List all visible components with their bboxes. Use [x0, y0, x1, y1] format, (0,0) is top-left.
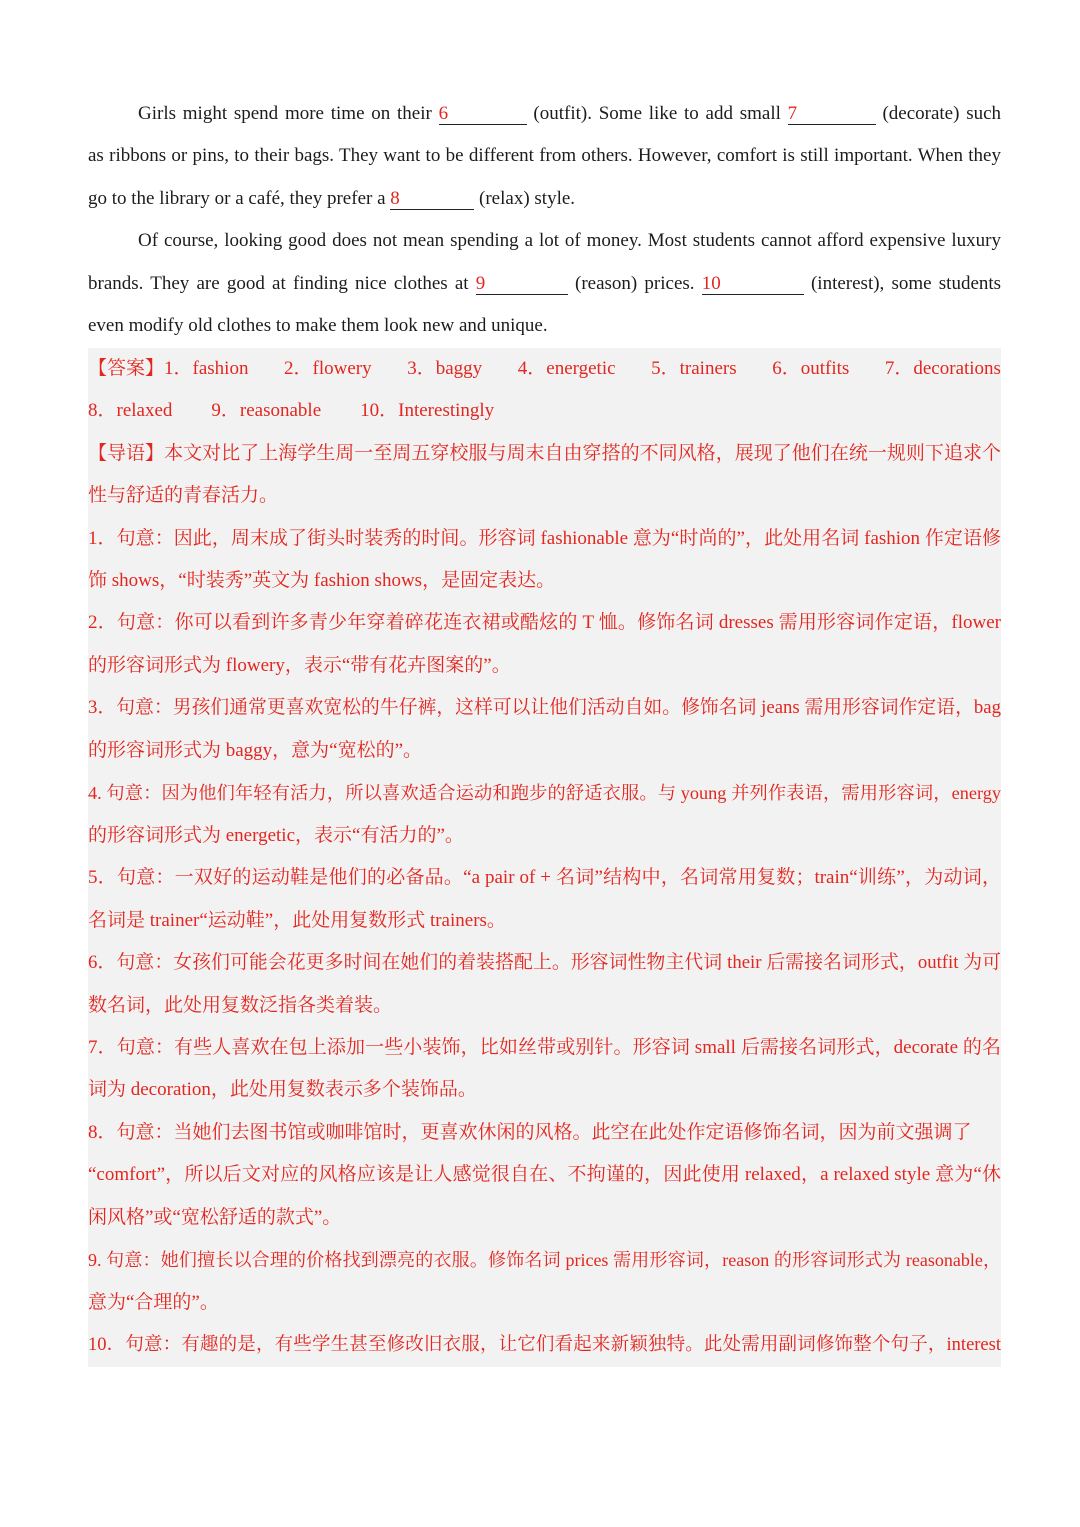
explanation-line: 10．句意：有趣的是，有些学生甚至修改旧衣服，让它们看起来新颖独特。此处需用副词修饰整个句子，interest	[88, 1335, 1001, 1356]
blank-7	[788, 104, 876, 125]
passage-text: (interest), some students	[810, 272, 1002, 294]
explanation-line: 6．句意：女孩们可能会花更多时间在她们的着装搭配上。形容词性物主代词 their 后需接名词形式，outfit 为可	[88, 952, 1001, 974]
explanation-line: 的形容词形式为 baggy，意为“宽松的”。	[88, 739, 423, 761]
passage-line: Of course, looking good does not mean spending a lot of money. Most students cannot afford expensive luxury	[138, 230, 1001, 252]
explanation-line: 2．句意：你可以看到许多青少年穿着碎花连衣裙或酷炫的 T 恤。修饰名词 dresses 需用形容词作定语，flower	[88, 612, 1001, 634]
explanation-line: 4. 句意：因为他们年轻有活力，所以喜欢适合运动和跑步的舒适衣服。与 young 并列作表语，需用形容词，energy	[88, 783, 1001, 804]
passage-text: (reason) prices.	[575, 272, 695, 294]
explanation-line: 意为“合理的”。	[88, 1291, 219, 1313]
answer-item: 3．baggy	[407, 357, 483, 379]
answer-key-row	[88, 348, 1001, 390]
passage-text: go to the library or a café, they prefer a	[88, 187, 386, 209]
passage-text: (relax) style.	[479, 187, 576, 209]
answer-item: 8．relaxed	[88, 400, 173, 422]
explanation-line: 3．句意：男孩们通常更喜欢宽松的牛仔裤，这样可以让他们活动自如。修饰名词 jeans 需用形容词作定语，bag	[88, 697, 1001, 719]
passage-line	[88, 93, 1001, 135]
blank-number: 10	[701, 272, 721, 294]
explanation-line: 1．句意：因此，周末成了街头时装秀的时间。形容词 fashionable 意为“时尚的”，此处用名词 fashion 作定语修	[88, 527, 1001, 549]
blank-6	[439, 104, 527, 125]
answer-item: 2．flowery	[284, 357, 372, 379]
answer-item: 4．energetic	[517, 357, 616, 379]
explanation-line: 8．句意：当她们去图书馆或咖啡馆时，更喜欢休闲的风格。此空在此处作定语修饰名词，因为前文强调了	[88, 1121, 972, 1143]
passage-text: brands. They are good at finding nice clothes at	[88, 272, 469, 294]
lead-in-line: 性与舒适的青春活力。	[88, 485, 279, 507]
blank-9	[476, 274, 568, 295]
passage-line: even modify old clothes to make them look new and unique.	[88, 315, 548, 337]
explanation-line: 闲风格”或“宽松舒适的款式”。	[88, 1206, 342, 1228]
answer-key-label: 【答案】	[88, 357, 165, 379]
blank-number: 7	[787, 103, 798, 124]
answer-item: 5．trainers	[651, 357, 737, 379]
blank-8	[390, 189, 474, 210]
explanation-line: 词为 decoration，此处用复数表示多个装饰品。	[88, 1079, 477, 1101]
explanation-line: 名词是 trainer“运动鞋”，此处用复数形式 trainers。	[88, 909, 506, 931]
passage-line	[88, 178, 1001, 220]
explanation-line: 的形容词形式为 flowery，表示“带有花卉图案的”。	[88, 654, 511, 676]
blank-number: 9	[475, 272, 486, 294]
blank-10	[702, 274, 804, 295]
answer-item: 9．reasonable	[211, 400, 322, 422]
answer-key-first-group	[88, 348, 248, 390]
explanation-line: “comfort”，所以后文对应的风格应该是让人感觉很自在、不拘谨的，因此使用 relaxed，a relaxed style 意为“休	[88, 1164, 1001, 1186]
page-content	[88, 93, 1001, 1367]
lead-in-label: 【导语】	[88, 442, 165, 464]
lead-in-text: 本文对比了上海学生周一至周五穿校服与周末自由穿搭的不同风格，展现了他们在统一规则下追求个	[164, 442, 1001, 464]
answer-section	[88, 348, 1001, 1367]
answer-item: 1．fashion	[164, 357, 249, 379]
answer-key-row	[88, 390, 1001, 432]
explanation-line: 的形容词形式为 energetic，表示“有活力的”。	[88, 824, 464, 846]
blank-number: 6	[438, 103, 449, 124]
explanation-line: 饰 shows，“时装秀”英文为 fashion shows，是固定表达。	[88, 569, 556, 591]
lead-in-line	[88, 433, 1001, 475]
explanation-line: 数名词，此处用复数泛指各类着装。	[88, 994, 393, 1016]
passage-line	[88, 263, 1001, 305]
blank-number: 8	[390, 187, 400, 209]
answer-item: 10．Interestingly	[360, 400, 495, 422]
passage-line: as ribbons or pins, to their bags. They want to be different from others. However, comfort is still important. When they	[88, 145, 1001, 167]
answer-item: 6．outfits	[772, 357, 850, 379]
explanation-line: 5．句意：一双好的运动鞋是他们的必备品。“a pair of + 名词”结构中，名词常用复数；train“训练”，为动词，	[88, 867, 1001, 889]
explanation-line: 7．句意：有些人喜欢在包上添加一些小装饰，比如丝带或别针。形容词 small 后需接名词形式，decorate 的名	[88, 1036, 1001, 1058]
passage-text: (outfit). Some like to add small	[533, 103, 781, 124]
explanation-line: 9. 句意：她们擅长以合理的价格找到漂亮的衣服。修饰名词 prices 需用形容词，reason 的形容词形式为 reasonable，	[88, 1250, 1001, 1271]
passage-text: Girls might spend more time on their	[138, 103, 432, 124]
passage-text: (decorate) such	[882, 103, 1002, 124]
answer-item: 7．decorations	[884, 357, 1001, 379]
